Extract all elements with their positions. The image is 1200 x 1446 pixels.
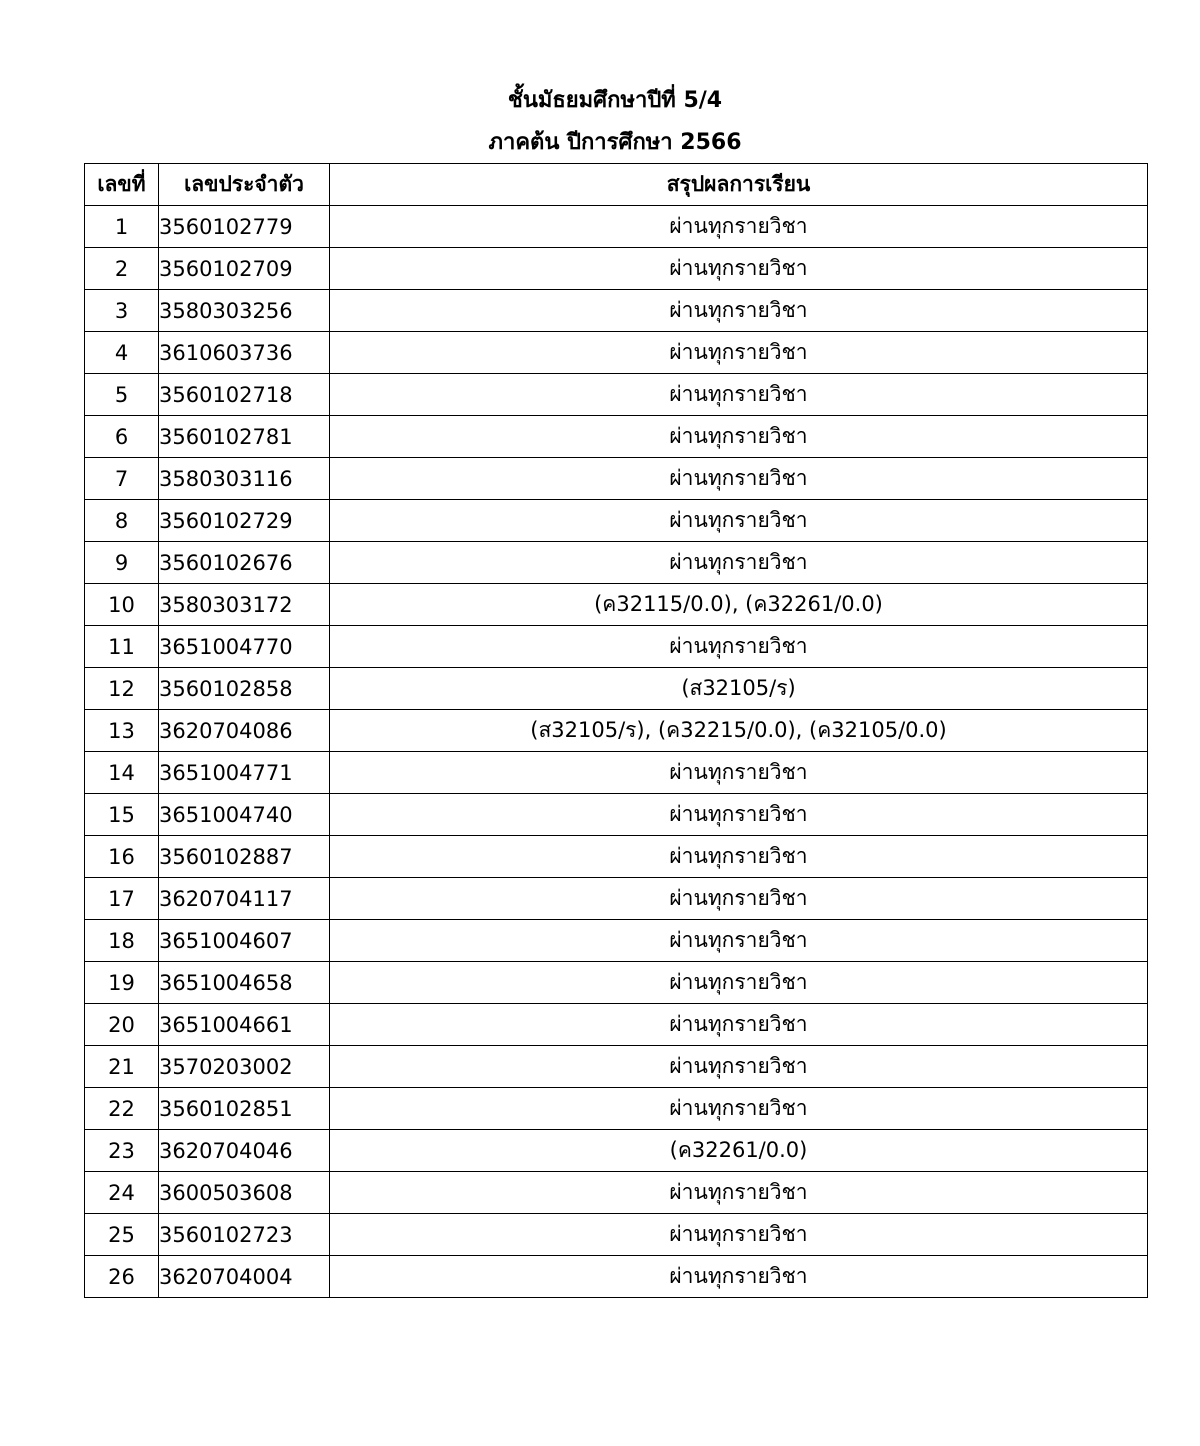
student-id-cell: 3560102729 [159, 500, 330, 542]
row-number-cell: 23 [85, 1130, 159, 1172]
student-id-cell: 3570203002 [159, 1046, 330, 1088]
row-number-cell: 17 [85, 878, 159, 920]
result-cell: ผ่านทุกรายวิชา [330, 1004, 1148, 1046]
table-row [85, 836, 1148, 878]
row-number-cell: 9 [85, 542, 159, 584]
student-id-cell: 3560102718 [159, 374, 330, 416]
table-row [85, 1088, 1148, 1130]
student-id-cell: 3620704086 [159, 710, 330, 752]
row-number-cell: 6 [85, 416, 159, 458]
result-cell: (ส32105/ร) [330, 668, 1148, 710]
row-number-cell: 19 [85, 962, 159, 1004]
table-body [85, 206, 1148, 1298]
result-cell: ผ่านทุกรายวิชา [330, 374, 1148, 416]
column-header-student-id: เลขประจำตัว [159, 164, 330, 206]
row-number-cell: 22 [85, 1088, 159, 1130]
row-number-cell: 2 [85, 248, 159, 290]
table-row [85, 458, 1148, 500]
row-number-cell: 10 [85, 584, 159, 626]
result-cell: ผ่านทุกรายวิชา [330, 290, 1148, 332]
student-id-cell: 3560102851 [159, 1088, 330, 1130]
table-row [85, 206, 1148, 248]
result-cell: ผ่านทุกรายวิชา [330, 626, 1148, 668]
table-row [85, 248, 1148, 290]
row-number-cell: 8 [85, 500, 159, 542]
table-row [85, 542, 1148, 584]
table-row [85, 1214, 1148, 1256]
table-row [85, 794, 1148, 836]
result-cell: ผ่านทุกรายวิชา [330, 542, 1148, 584]
student-id-cell: 3620704046 [159, 1130, 330, 1172]
result-cell: ผ่านทุกรายวิชา [330, 248, 1148, 290]
result-cell: ผ่านทุกรายวิชา [330, 878, 1148, 920]
student-id-cell: 3560102858 [159, 668, 330, 710]
table-row [85, 1004, 1148, 1046]
row-number-cell: 20 [85, 1004, 159, 1046]
table-row [85, 962, 1148, 1004]
column-header-number: เลขที่ [85, 164, 159, 206]
table-row [85, 1256, 1148, 1298]
table-row [85, 1046, 1148, 1088]
table-row [85, 374, 1148, 416]
result-cell: ผ่านทุกรายวิชา [330, 1172, 1148, 1214]
table-row [85, 668, 1148, 710]
result-cell: ผ่านทุกรายวิชา [330, 752, 1148, 794]
result-cell: ผ่านทุกรายวิชา [330, 458, 1148, 500]
student-id-cell: 3580303116 [159, 458, 330, 500]
result-cell: ผ่านทุกรายวิชา [330, 836, 1148, 878]
result-cell: (ส32105/ร), (ค32215/0.0), (ค32105/0.0) [330, 710, 1148, 752]
student-id-cell: 3651004658 [159, 962, 330, 1004]
table-header-row [85, 164, 1148, 206]
row-number-cell: 5 [85, 374, 159, 416]
row-number-cell: 26 [85, 1256, 159, 1298]
row-number-cell: 1 [85, 206, 159, 248]
student-id-cell: 3580303172 [159, 584, 330, 626]
result-cell: ผ่านทุกรายวิชา [330, 206, 1148, 248]
result-cell: ผ่านทุกรายวิชา [330, 500, 1148, 542]
result-cell: ผ่านทุกรายวิชา [330, 1214, 1148, 1256]
result-cell: (ค32115/0.0), (ค32261/0.0) [330, 584, 1148, 626]
table-row [85, 752, 1148, 794]
table-row [85, 416, 1148, 458]
student-id-cell: 3620704004 [159, 1256, 330, 1298]
student-id-cell: 3620704117 [159, 878, 330, 920]
row-number-cell: 11 [85, 626, 159, 668]
result-cell: ผ่านทุกรายวิชา [330, 1088, 1148, 1130]
student-id-cell: 3560102887 [159, 836, 330, 878]
student-id-cell: 3651004771 [159, 752, 330, 794]
table-row [85, 710, 1148, 752]
student-id-cell: 3560102779 [159, 206, 330, 248]
student-id-cell: 3651004740 [159, 794, 330, 836]
result-cell: ผ่านทุกรายวิชา [330, 962, 1148, 1004]
student-id-cell: 3651004661 [159, 1004, 330, 1046]
row-number-cell: 25 [85, 1214, 159, 1256]
row-number-cell: 4 [85, 332, 159, 374]
student-id-cell: 3651004770 [159, 626, 330, 668]
table-row [85, 290, 1148, 332]
student-id-cell: 3560102676 [159, 542, 330, 584]
student-id-cell: 3610603736 [159, 332, 330, 374]
column-header-result: สรุปผลการเรียน [330, 164, 1148, 206]
row-number-cell: 12 [85, 668, 159, 710]
row-number-cell: 3 [85, 290, 159, 332]
row-number-cell: 13 [85, 710, 159, 752]
result-cell: ผ่านทุกรายวิชา [330, 1256, 1148, 1298]
document-subtitle: ภาคต้น ปีการศึกษา 2566 [488, 130, 742, 155]
student-id-cell: 3651004607 [159, 920, 330, 962]
row-number-cell: 21 [85, 1046, 159, 1088]
row-number-cell: 16 [85, 836, 159, 878]
table-row [85, 1130, 1148, 1172]
result-cell: ผ่านทุกรายวิชา [330, 920, 1148, 962]
student-id-cell: 3600503608 [159, 1172, 330, 1214]
result-cell: ผ่านทุกรายวิชา [330, 332, 1148, 374]
row-number-cell: 24 [85, 1172, 159, 1214]
table-row [85, 500, 1148, 542]
row-number-cell: 14 [85, 752, 159, 794]
table-row [85, 878, 1148, 920]
student-id-cell: 3560102709 [159, 248, 330, 290]
student-id-cell: 3580303256 [159, 290, 330, 332]
results-table [84, 163, 1148, 1298]
student-id-cell: 3560102781 [159, 416, 330, 458]
table-row [85, 584, 1148, 626]
table-row [85, 920, 1148, 962]
result-cell: ผ่านทุกรายวิชา [330, 1046, 1148, 1088]
table-row [85, 332, 1148, 374]
result-cell: ผ่านทุกรายวิชา [330, 416, 1148, 458]
table-row [85, 1172, 1148, 1214]
row-number-cell: 7 [85, 458, 159, 500]
table-row [85, 626, 1148, 668]
row-number-cell: 18 [85, 920, 159, 962]
result-cell: (ค32261/0.0) [330, 1130, 1148, 1172]
document-title: ชั้นมัธยมศึกษาปีที่ 5/4 [507, 88, 723, 113]
row-number-cell: 15 [85, 794, 159, 836]
result-cell: ผ่านทุกรายวิชา [330, 794, 1148, 836]
student-id-cell: 3560102723 [159, 1214, 330, 1256]
